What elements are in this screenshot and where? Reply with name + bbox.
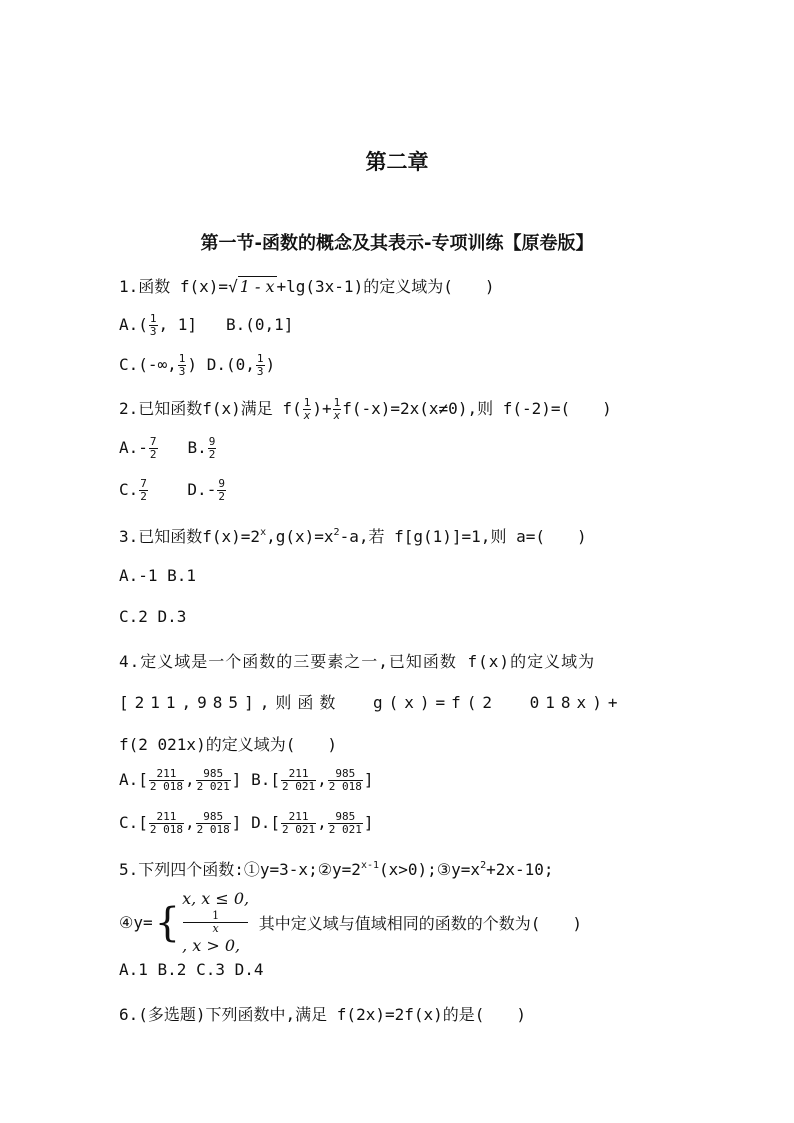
q4-opt-a-den-2: 2 021 (196, 780, 230, 793)
q4-line-3: f(2 021x)的定义域为( ) (119, 735, 337, 754)
q1-opt-a-frac (149, 313, 158, 338)
q4-opt-b-frac-2 (328, 768, 363, 793)
q1-sqrt: 1 - x (239, 277, 275, 296)
q4-opt-c-num-2: 985 (196, 811, 231, 824)
q2-opt-d-den: 2 (218, 490, 225, 503)
question-5 (119, 857, 554, 880)
q1-opt-a-post: , 1] (158, 315, 198, 334)
q2-opt-c-pre: C. (119, 480, 139, 499)
q4-opt-a-den-1: 2 018 (149, 780, 184, 793)
q4-opt-c-label: C.[ (119, 813, 148, 832)
question-2 (119, 396, 612, 422)
q4-opt-c-end: ] (231, 813, 242, 832)
q1-opt-d-den: 3 (256, 365, 264, 378)
q1-opt-c-num: 1 (178, 352, 186, 365)
q1-options-cd (119, 353, 275, 378)
q5-text-a: 5.下列四个函数:①y=3-x;②y=2 (119, 860, 361, 879)
q4-opt-d-frac-1 (281, 811, 316, 836)
q4-opt-a-label: A.[ (119, 770, 148, 789)
q5-text-d-pre: ④y= (119, 913, 153, 932)
q5-text-b: (x>0);③y=x (379, 860, 481, 879)
q2-opt-c-frac (139, 478, 148, 503)
q5-options: A.1 B.2 C.3 D.4 (119, 960, 264, 979)
q2-opt-b-den: 2 (208, 448, 216, 461)
q5-text-c: +2x-10; (486, 860, 554, 879)
q2-opt-a-pre: A.- (119, 438, 148, 457)
question-6: 6.(多选题)下列函数中,满足 f(2x)=2f(x)的是( ) (119, 1005, 527, 1024)
q4-opt-b-frac-1 (281, 768, 316, 793)
q5-case-2-frac (183, 910, 248, 935)
q4-opt-c-frac-2 (196, 811, 231, 836)
q4-opt-a-frac-2 (196, 768, 231, 793)
q3-options-cd: C.2 D.3 (119, 607, 187, 626)
q5-sup-b: 2 (480, 860, 487, 871)
q4-opt-b-end: ] (363, 770, 374, 789)
q4-opt-d-frac-2 (328, 811, 363, 836)
q4-opt-a-num-1: 211 (149, 768, 184, 781)
q5-case-2-den: x (212, 922, 219, 935)
q5-sup-a: x-1 (360, 860, 380, 871)
q1-opt-d-frac (256, 353, 265, 378)
q2-opt-c-den: 2 (140, 490, 147, 503)
q3-sup-b: 2 (333, 527, 340, 538)
q2-frac-1-num: 1 (303, 396, 311, 409)
q4-opt-d-num-2: 985 (328, 811, 363, 824)
q2-opt-d-num: 9 (218, 477, 225, 490)
q3-text-b: ,g(x)=x (266, 527, 334, 546)
q1-opt-a-den: 3 (149, 325, 157, 338)
question-3 (119, 524, 587, 547)
q4-opt-d-den-2: 2 021 (328, 823, 362, 836)
q1-opt-a (119, 312, 198, 338)
q4-opt-d-num-1: 211 (281, 811, 316, 824)
q1-opt-c-frac (178, 353, 187, 378)
q2-opt-b-pre: B. (187, 438, 207, 457)
q4-opt-c-num-1: 211 (149, 811, 184, 824)
q4-opt-c-den-2: 2 018 (196, 823, 230, 836)
q1-opt-c-den: 3 (178, 365, 186, 378)
q1-opt-d-post: ) (265, 355, 276, 374)
q2-opt-a-num: 7 (149, 435, 157, 448)
q1-opt-c-post: ) (187, 355, 198, 374)
q1-opt-b: B.(0,1] (225, 315, 294, 334)
q4-opt-d-den-1: 2 021 (281, 823, 316, 836)
q2-opt-d-pre: D.- (187, 480, 217, 499)
q5-piecewise-line (119, 888, 582, 957)
q3-options-ab: A.-1 B.1 (119, 566, 197, 585)
q1-opt-a-num: 1 (149, 312, 157, 325)
q2-text-a: 2.已知函数f(x)满足 f( (119, 399, 302, 418)
q2-opt-c-num: 7 (140, 477, 147, 490)
q2-frac-2-num: 1 (333, 396, 341, 409)
q4-line-1: 4.定义域是一个函数的三要素之一,已知函数 f(x)的定义域为 (119, 652, 596, 671)
q4-opt-b-num-2: 985 (328, 768, 363, 781)
q1-opt-d-num: 1 (256, 352, 264, 365)
q1-text-b: +lg(3x-1)的定义域为( ) (276, 277, 495, 296)
q5-case-2-num: 1 (183, 910, 248, 923)
q2-opt-d-frac (217, 478, 226, 503)
q4-opt-d-label: D.[ (251, 813, 280, 832)
q4-opt-b-den-2: 2 018 (328, 780, 362, 793)
q2-options-ab (119, 436, 217, 461)
q3-text-a: 3.已知函数f(x)=2 (119, 527, 261, 546)
q3-text-c: -a,若 f[g(1)]=1,则 a=( ) (339, 527, 587, 546)
q2-opt-b-frac (208, 436, 217, 461)
q2-opt-b-num: 9 (208, 435, 216, 448)
q4-options-ab: A.[ $\frac{211}{2 018}$ , $\frac{985}{2 021}$ ] B.[ $\frac{211}{2 021}$ , $\frac{985}{2 018}$ ] (119, 767, 374, 793)
q4-options-cd: C.[ $\frac{211}{2 018}$ , $\frac{985}{2 018}$ ] D.[ $\frac{211}{2 021}$ , $\frac{985}{2 021}$ ] (119, 810, 374, 836)
q2-text-c: f(-x)=2x(x≠0),则 f(-2)=( ) (342, 399, 612, 418)
q2-frac-1 (303, 397, 312, 422)
q2-frac-2-den: x (333, 409, 341, 422)
q1-options-ab (119, 313, 293, 338)
question-1: 1.函数 f(x)=√ 1 - x +lg(3x-1)的定义域为( ) (119, 277, 495, 296)
q2-text-b: )+ (312, 399, 332, 418)
q2-opt-a-frac (149, 436, 158, 461)
q4-opt-c-frac-1 (149, 811, 184, 836)
q2-options-cd (119, 478, 227, 503)
q5-case-1: x, x ≤ 0, (182, 889, 250, 908)
q4-opt-b-num-1: 211 (281, 768, 316, 781)
chapter-title: 第二章 (365, 150, 429, 174)
q4-line-2: [211,985],则函数 g(x)=f(2 018x)+ (119, 693, 624, 712)
q4-opt-c-den-1: 2 018 (149, 823, 184, 836)
q4-opt-d-end: ] (363, 813, 374, 832)
q1-opt-c-pre: C.(-∞, (119, 355, 177, 374)
q4-opt-a-frac-1 (149, 768, 184, 793)
q2-frac-1-den: x (303, 409, 311, 422)
q2-frac-2 (333, 397, 342, 422)
q4-opt-a-end: ] (231, 770, 242, 789)
q4-opt-b-den-1: 2 021 (281, 780, 316, 793)
q5-cases (182, 888, 249, 957)
q5-brace: { (154, 899, 181, 946)
q3-sup-a: x (260, 527, 267, 538)
q4-opt-b-label: B.[ (251, 770, 280, 789)
q5-case-2 (182, 910, 249, 957)
q4-opt-a-num-2: 985 (196, 768, 231, 781)
q1-opt-d-pre: D.(0, (206, 355, 255, 374)
section-title: 第一节-函数的概念及其表示-专项训练【原卷版】 (200, 233, 594, 254)
q1-text-a: 1.函数 f(x)= (119, 277, 229, 296)
q2-opt-a-den: 2 (149, 448, 157, 461)
q5-case-2-post: , x > 0, (182, 936, 241, 955)
q5-text-d-post: 其中定义域与值域相同的函数的个数为( ) (258, 914, 583, 933)
q1-opt-a-pre: A.( (119, 315, 148, 334)
